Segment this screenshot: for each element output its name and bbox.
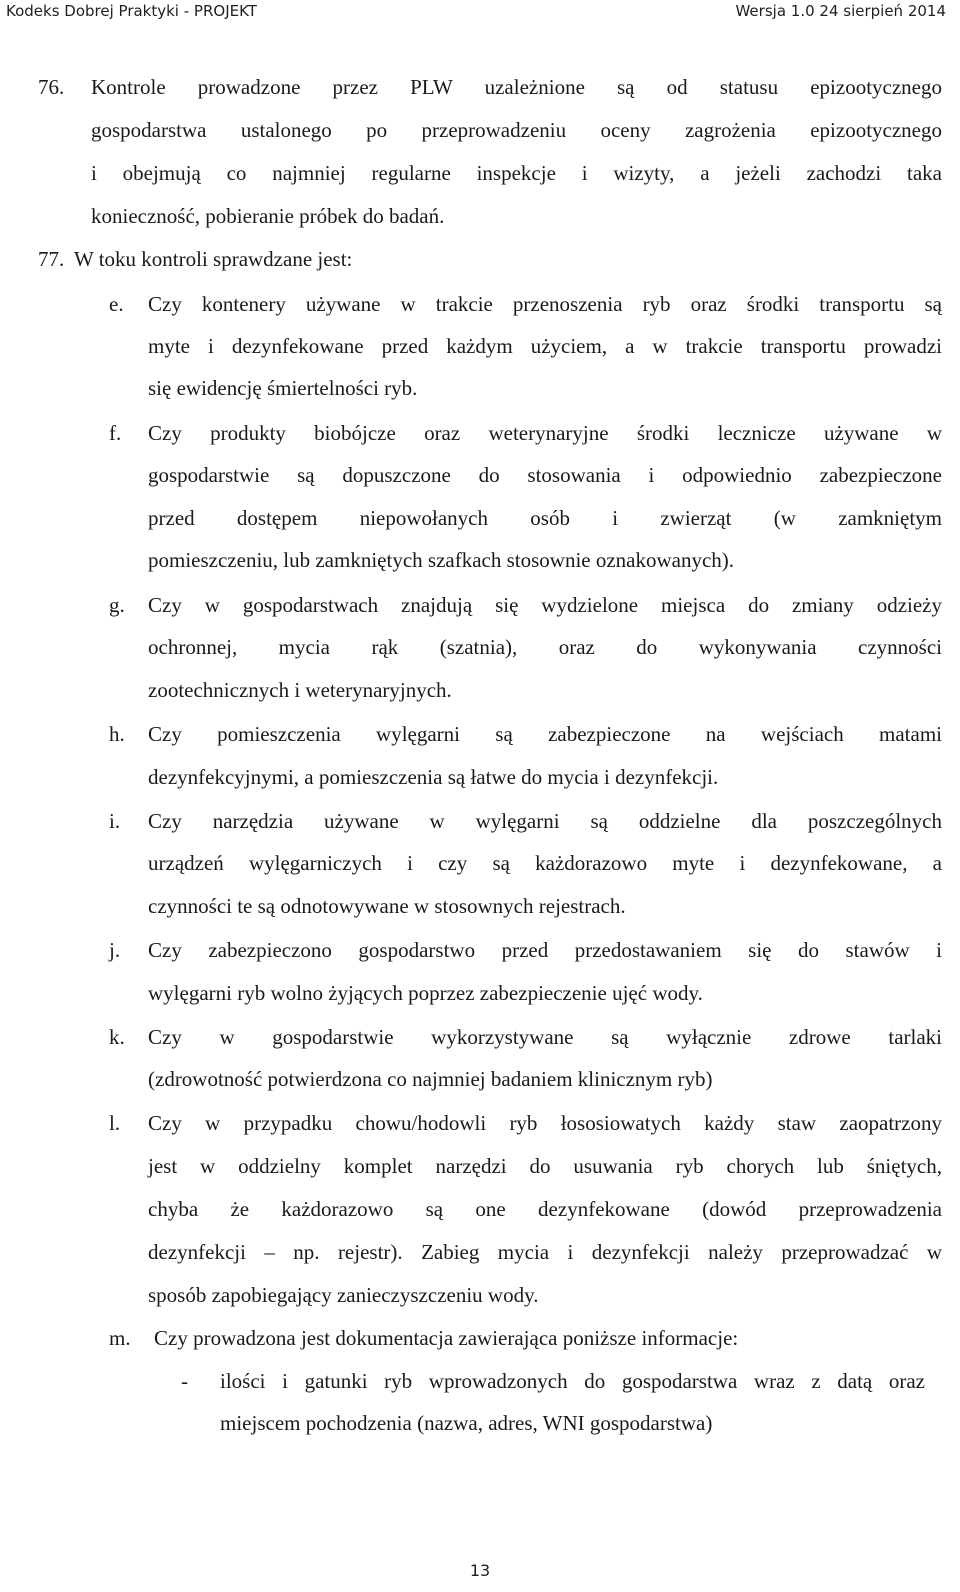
list-item-line: się ewidencję śmiertelności ryb.	[148, 376, 418, 400]
list-item-line: Czy w przypadku chowu/hodowli ryb łososiowatych każdy staw zaopatrzony	[148, 1111, 942, 1135]
list-item-line: sposób zapobiegający zanieczyszczeniu wody.	[148, 1283, 539, 1307]
list-item-line: Czy w gospodarstwie wykorzystywane są wyłącznie zdrowe tarlaki	[148, 1025, 942, 1049]
list-item-line: (zdrowotność potwierdzona co najmniej badaniem klinicznym ryb)	[148, 1067, 713, 1091]
list-item-line: urządzeń wylęgarniczych i czy są każdorazowo myte i dezynfekowane, a	[148, 851, 942, 875]
list-marker: l.	[109, 1111, 121, 1135]
sub-list-line: miejscem pochodzenia (nazwa, adres, WNI gospodarstwa)	[220, 1411, 713, 1435]
paragraph-line: konieczność, pobieranie próbek do badań.	[91, 204, 445, 228]
list-marker: i.	[109, 809, 121, 833]
list-item-line: Czy prowadzona jest dokumentacja zawierająca poniższe informacje:	[154, 1326, 739, 1350]
list-marker: e.	[109, 292, 124, 316]
list-item-line: wylęgarni ryb wolno żyjących poprzez zabezpieczenie ujęć wody.	[148, 981, 703, 1005]
list-marker: j.	[109, 938, 121, 962]
list-marker: k.	[109, 1025, 125, 1049]
paragraph-line: gospodarstwa ustalonego po przeprowadzeniu oceny zagrożenia epizootycznego	[91, 118, 942, 142]
list-item-line: myte i dezynfekowane przed każdym użyciem, a w trakcie transportu prowadzi	[148, 334, 942, 358]
list-item-line: zootechnicznych i weterynaryjnych.	[148, 678, 452, 702]
list-item-line: pomieszczeniu, lub zamkniętych szafkach stosownie oznakowanych).	[148, 548, 735, 572]
list-item-line: Czy pomieszczenia wylęgarni są zabezpieczone na wejściach matami	[148, 722, 942, 746]
item-number: 76.	[38, 75, 65, 99]
list-item-line: dezynfekcji – np. rejestr). Zabieg mycia i dezynfekcji należy przeprowadzać w	[148, 1240, 942, 1264]
dash-marker: -	[181, 1369, 188, 1393]
paragraph-line: i obejmują co najmniej regularne inspekcje i wizyty, a jeżeli zachodzi taka	[91, 161, 942, 185]
list-item-line: chyba że każdorazowo są one dezynfekowane (dowód przeprowadzenia	[148, 1197, 942, 1221]
list-marker: g.	[109, 593, 125, 617]
list-marker: h.	[109, 722, 125, 746]
header-document-title: Kodeks Dobrej Praktyki - PROJEKT	[6, 2, 257, 20]
page-number: 13	[469, 1561, 491, 1580]
list-marker: m.	[109, 1326, 131, 1350]
list-item-line: Czy produkty biobójcze oraz weterynaryjne środki lecznicze używane w	[148, 421, 942, 445]
list-item-line: Czy w gospodarstwach znajdują się wydzielone miejsca do zmiany odzieży	[148, 593, 942, 617]
list-item-line: czynności te są odnotowywane w stosownych rejestrach.	[148, 894, 626, 918]
paragraph-line: W toku kontroli sprawdzane jest:	[74, 247, 353, 271]
item-number: 77.	[38, 247, 65, 271]
list-item-line: jest w oddzielny komplet narzędzi do usuwania ryb chorych lub śniętych,	[148, 1154, 942, 1178]
paragraph-line: Kontrole prowadzone przez PLW uzależnione są od statusu epizootycznego	[91, 75, 942, 99]
sub-list-line: ilości i gatunki ryb wprowadzonych do gospodarstwa wraz z datą oraz	[220, 1369, 925, 1393]
list-item-line: przed dostępem niepowołanych osób i zwierząt (w zamkniętym	[148, 506, 942, 530]
header-version: Wersja 1.0 24 sierpień 2014	[735, 2, 946, 20]
list-item-line: gospodarstwie są dopuszczone do stosowania i odpowiednio zabezpieczone	[148, 463, 942, 487]
list-item-line: Czy zabezpieczono gospodarstwo przed przedostawaniem się do stawów i	[148, 938, 942, 962]
list-marker: f.	[109, 421, 122, 445]
page-header	[0, 0, 960, 24]
list-item-line: Czy kontenery używane w trakcie przenoszenia ryb oraz środki transportu są	[148, 292, 942, 316]
list-item-line: ochronnej, mycia rąk (szatnia), oraz do wykonywania czynności	[148, 635, 942, 659]
list-item-line: Czy narzędzia używane w wylęgarni są oddzielne dla poszczególnych	[148, 809, 942, 833]
list-item-line: dezynfekcyjnymi, a pomieszczenia są łatwe do mycia i dezynfekcji.	[148, 765, 719, 789]
